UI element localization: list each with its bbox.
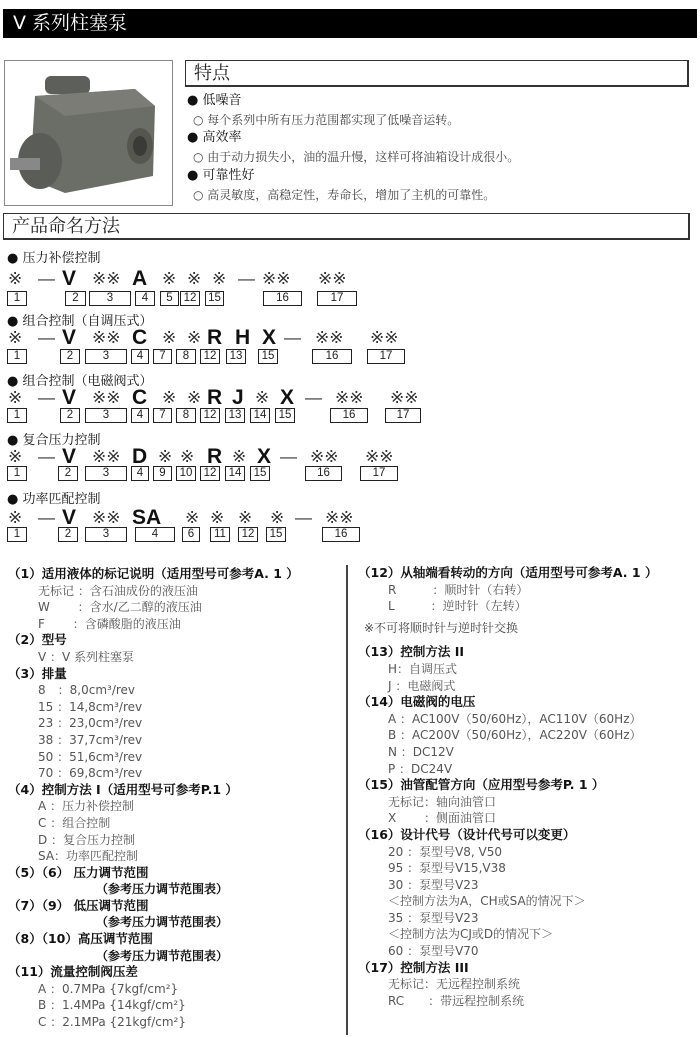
pump-image-icon xyxy=(5,61,172,205)
legend-item: J ：电磁阀式 xyxy=(388,678,456,693)
feature-title-text: 可靠性好 xyxy=(202,168,255,183)
code-token: ※※ xyxy=(262,269,291,288)
left-legend-column xyxy=(8,566,343,1031)
code-position-box: 8 xyxy=(176,408,196,423)
code-token: ※ xyxy=(162,269,177,288)
code-token: — xyxy=(38,508,55,527)
legend-heading: （3）排量 xyxy=(8,665,67,681)
feature-title: ● 可靠性好 xyxy=(187,168,255,183)
code-position-box: 4 xyxy=(135,527,175,542)
code-token: — xyxy=(38,269,55,288)
naming-row-label: ● 功率匹配控制 xyxy=(7,492,101,507)
naming-row-label: ● 组合控制（电磁阀式） xyxy=(7,374,153,389)
legend-item: N ：DC12V xyxy=(388,744,454,759)
feature-item xyxy=(187,89,687,126)
code-token: — xyxy=(238,269,255,288)
code-token: X xyxy=(262,326,277,349)
right-legend-column xyxy=(358,565,698,1009)
code-token: ※ xyxy=(210,508,225,527)
naming-row-label: ● 压力补偿控制 xyxy=(7,251,101,266)
code-token: ※ xyxy=(185,508,200,527)
code-token: ※※ xyxy=(370,328,399,347)
features-list xyxy=(187,89,687,203)
code-position-box: 2 xyxy=(65,291,86,306)
legend-item: ＜控制方法为A，CH或SA的情况下＞ xyxy=(388,894,586,909)
code-position-box: 2 xyxy=(60,349,80,364)
naming-row-label: ● 组合控制（自调压式） xyxy=(7,314,153,329)
code-token: V xyxy=(62,506,77,529)
legend-item: B ：1.4MPa {14kgf/cm²} xyxy=(38,998,186,1013)
code-token: R xyxy=(207,445,223,468)
legend-item: X ：侧面油管口 xyxy=(388,811,497,826)
code-position-box: 1 xyxy=(7,466,27,481)
code-token: H xyxy=(235,326,251,349)
feature-desc: ○ 高灵敏度，高稳定性，寿命长，增加了主机的可靠性。 xyxy=(193,188,496,202)
code-position-box: 9 xyxy=(153,466,172,481)
legend-item: C ：2.1MPa {21kgf/cm²} xyxy=(38,1015,186,1030)
code-position-box: 4 xyxy=(131,349,149,364)
code-position-box: 4 xyxy=(131,408,149,423)
code-position-box: 3 xyxy=(85,408,127,423)
code-position-box: 17 xyxy=(385,408,421,423)
naming-row-label: ● 复合压力控制 xyxy=(7,433,101,448)
legend-heading: （5）（6） 压力调节范围 xyxy=(8,864,149,880)
code-token: ※※ xyxy=(92,388,121,407)
legend-item: V ：V 系列柱塞泵 xyxy=(38,649,135,664)
code-token: ※ xyxy=(270,508,285,527)
code-position-box: 7 xyxy=(153,349,172,364)
code-token: ※ xyxy=(180,447,195,466)
code-position-box: 4 xyxy=(135,291,155,306)
legend-item: H：自调压式 xyxy=(388,661,458,676)
feature-item xyxy=(187,126,687,164)
feature-desc-text: 由于动力损失小，油的温升慢，这样可将油箱设计成很小。 xyxy=(207,150,520,164)
code-token: R xyxy=(207,326,223,349)
feature-title-text: 低噪音 xyxy=(202,93,242,108)
legend-item: 70 ：69,8cm³/rev xyxy=(38,766,143,781)
code-position-box: 6 xyxy=(182,527,200,542)
code-position-box: 12 xyxy=(200,408,220,423)
legend-item: ＜控制方法为CJ或D的情况下＞ xyxy=(388,927,554,942)
legend-item: W ：含水/乙二醇的液压油 xyxy=(38,600,202,615)
legend-item: 35 ：泵型号V23 xyxy=(388,910,479,925)
code-token: ※※ xyxy=(365,447,394,466)
legend-item: 无标记：轴向油管口 xyxy=(388,794,497,809)
code-token: — xyxy=(280,447,297,466)
code-position-box: 16 xyxy=(312,349,352,364)
code-token: — xyxy=(38,328,55,347)
code-position-box: 10 xyxy=(176,466,196,481)
legend-item: （参考压力调节范围表） xyxy=(96,915,229,930)
code-position-box: 12 xyxy=(200,466,220,481)
code-position-box: 2 xyxy=(60,408,80,423)
legend-item: C ：组合控制 xyxy=(38,815,111,830)
code-token: C xyxy=(132,386,148,409)
feature-title-text: 高效率 xyxy=(202,130,242,145)
legend-heading: （11）流量控制阀压差 xyxy=(8,964,138,980)
code-token: ※※ xyxy=(390,388,419,407)
legend-heading: （13）控制方法 II xyxy=(358,644,465,660)
legend-item: A ：0.7MPa {7kgf/cm²} xyxy=(38,981,179,996)
code-token: V xyxy=(62,326,77,349)
legend-item: L ：逆时针（左转） xyxy=(388,599,527,614)
legend-heading: （14）电磁阀的电压 xyxy=(358,694,476,710)
code-token: ※※ xyxy=(92,328,121,347)
code-token: V xyxy=(62,445,77,468)
code-position-box: 15 xyxy=(275,408,295,423)
code-position-box: 15 xyxy=(258,349,278,364)
legend-heading: （4）控制方法 I（适用型号可参考P.1 ） xyxy=(8,781,238,797)
legend-item: 60 ：泵型号V70 xyxy=(388,944,479,959)
code-token: ※ xyxy=(8,388,23,407)
code-position-box: 16 xyxy=(322,527,360,542)
legend-item: D ：复合压力控制 xyxy=(38,832,136,847)
legend-item: 30 ：泵型号V23 xyxy=(388,877,479,892)
code-token: ※※ xyxy=(310,447,339,466)
code-token: ※ xyxy=(8,508,23,527)
legend-item: （参考压力调节范围表） xyxy=(96,882,229,897)
code-token: R xyxy=(207,386,223,409)
code-token: ※※ xyxy=(92,269,121,288)
feature-item xyxy=(187,164,687,203)
code-token: SA xyxy=(132,506,162,529)
code-position-box: 12 xyxy=(200,349,220,364)
page-title: V 系列柱塞泵 xyxy=(3,9,697,38)
code-token: ※※ xyxy=(318,269,347,288)
legend-item: A ：AC100V（50/60Hz），AC110V（60Hz） xyxy=(388,711,642,726)
code-position-box: 1 xyxy=(7,408,27,423)
code-position-box: 2 xyxy=(58,466,78,481)
code-token: ※ xyxy=(158,447,173,466)
code-token: — xyxy=(305,388,322,407)
code-position-box: 15 xyxy=(205,291,224,306)
legend-item: 15 ：14,8cm³/rev xyxy=(38,699,143,714)
code-token: ※※ xyxy=(325,508,354,527)
code-token: ※※ xyxy=(335,388,364,407)
code-token: ※ xyxy=(8,269,23,288)
code-position-box: 15 xyxy=(250,466,270,481)
code-token: — xyxy=(38,447,55,466)
code-token: — xyxy=(38,388,55,407)
code-position-box: 17 xyxy=(317,291,357,306)
legend-item: 23 ：23,0cm³/rev xyxy=(38,716,143,731)
code-position-box: 4 xyxy=(131,466,149,481)
code-token: C xyxy=(132,326,148,349)
code-token: V xyxy=(62,267,77,290)
code-token: — xyxy=(284,328,301,347)
feature-title: ● 低噪音 xyxy=(187,93,242,108)
code-position-box: 16 xyxy=(305,466,342,481)
code-token: D xyxy=(132,445,148,468)
legend-item: F ：含磷酸脂的液压油 xyxy=(38,616,181,631)
code-position-box: 1 xyxy=(7,349,27,364)
code-position-box: 13 xyxy=(226,349,246,364)
code-position-box: 17 xyxy=(360,466,398,481)
code-token: ※ xyxy=(8,328,23,347)
feature-desc: ○ 每个系列中所有压力范围都实现了低噪音运转。 xyxy=(193,113,460,127)
legend-item: 无标记 ：含石油成份的液压油 xyxy=(38,583,198,598)
code-position-box: 3 xyxy=(85,349,127,364)
legend-heading: （12）从轴端看转动的方向（适用型号可参考A. 1 ） xyxy=(358,565,658,580)
feature-desc: ○ 由于动力损失小，油的温升慢，这样可将油箱设计成很小。 xyxy=(193,150,520,164)
code-position-box: 2 xyxy=(58,527,78,542)
code-token: V xyxy=(62,386,77,409)
code-token: ※※ xyxy=(315,328,344,347)
code-token: ※ xyxy=(187,269,202,288)
code-position-box: 7 xyxy=(153,408,172,423)
code-position-box: 17 xyxy=(367,349,405,364)
code-position-box: 3 xyxy=(85,466,127,481)
code-position-box: 12 xyxy=(180,291,200,306)
code-position-box: 8 xyxy=(176,349,196,364)
code-position-box: 15 xyxy=(266,527,286,542)
code-position-box: 16 xyxy=(330,408,368,423)
legend-item: （参考压力调节范围表） xyxy=(96,948,229,963)
code-token: ※ xyxy=(187,388,202,407)
legend-item: 38 ：37,7cm³/rev xyxy=(38,732,143,747)
legend-item: SA：功率匹配控制 xyxy=(38,849,139,864)
feature-desc-text: 每个系列中所有压力范围都实现了低噪音运转。 xyxy=(207,113,460,127)
legend-item: RC ：带远程控制系统 xyxy=(388,993,525,1008)
code-position-box: 13 xyxy=(225,408,245,423)
legend-heading: （8）（10）高压调节范围 xyxy=(8,931,153,947)
code-token: — xyxy=(295,508,312,527)
code-position-box: 16 xyxy=(263,291,302,306)
pump-photo xyxy=(4,60,173,206)
code-token: A xyxy=(132,267,148,290)
code-position-box: 3 xyxy=(89,291,131,306)
naming-heading: 产品命名方法 xyxy=(3,213,690,240)
column-divider xyxy=(346,565,348,1035)
code-token: ※ xyxy=(238,508,253,527)
legend-item: R ：顺时针（右转） xyxy=(388,582,529,597)
code-position-box: 14 xyxy=(225,466,245,481)
features-heading: 特点 xyxy=(185,60,689,87)
feature-desc-text: 高灵敏度，高稳定性，寿命长，增加了主机的可靠性。 xyxy=(207,188,496,202)
code-token: ※ xyxy=(232,447,247,466)
legend-item: 无标记：无远程控制系统 xyxy=(388,977,521,992)
code-token: ※ xyxy=(8,447,23,466)
legend-item: B ：AC200V（50/60Hz），AC220V（60Hz） xyxy=(388,728,642,743)
legend-item: 95 ：泵型号V15,V38 xyxy=(388,861,506,876)
code-token: ※ xyxy=(212,269,227,288)
legend-item: ※不可将顺时针与逆时针交换 xyxy=(364,620,519,635)
code-position-box: 12 xyxy=(238,527,258,542)
code-position-box: 5 xyxy=(160,291,179,306)
code-position-box: 1 xyxy=(7,527,27,542)
legend-item: P ：DC24V xyxy=(388,761,453,776)
code-position-box: 11 xyxy=(210,527,230,542)
legend-heading: （17）控制方法 III xyxy=(358,959,469,975)
legend-heading: （2）型号 xyxy=(8,632,67,648)
legend-heading: （16）设计代号（设计代号可以变更） xyxy=(358,826,576,842)
code-token: X xyxy=(280,386,295,409)
code-position-box: 3 xyxy=(85,527,127,542)
code-token: ※※ xyxy=(92,508,121,527)
legend-heading: （1）适用液体的标记说明（适用型号可参考A. 1 ） xyxy=(8,566,299,581)
code-token: X xyxy=(257,445,272,468)
legend-heading: （15）油管配管方向（应用型号参考P. 1 ） xyxy=(358,777,605,793)
legend-item: 50 ：51,6cm³/rev xyxy=(38,749,143,764)
legend-item: 8 ：8,0cm³/rev xyxy=(38,683,136,698)
code-token: ※ xyxy=(187,328,202,347)
legend-item: A ：压力补偿控制 xyxy=(38,799,135,814)
code-token: ※※ xyxy=(92,447,121,466)
feature-title: ● 高效率 xyxy=(187,130,242,145)
code-token: ※ xyxy=(255,388,270,407)
code-token: J xyxy=(232,386,244,409)
code-position-box: 1 xyxy=(7,291,27,306)
legend-item: 20 ：泵型号V8, V50 xyxy=(388,844,503,859)
code-token: ※ xyxy=(162,388,177,407)
legend-heading: （7）（9） 低压调节范围 xyxy=(8,897,149,913)
code-token: ※ xyxy=(162,328,177,347)
code-position-box: 14 xyxy=(250,408,270,423)
